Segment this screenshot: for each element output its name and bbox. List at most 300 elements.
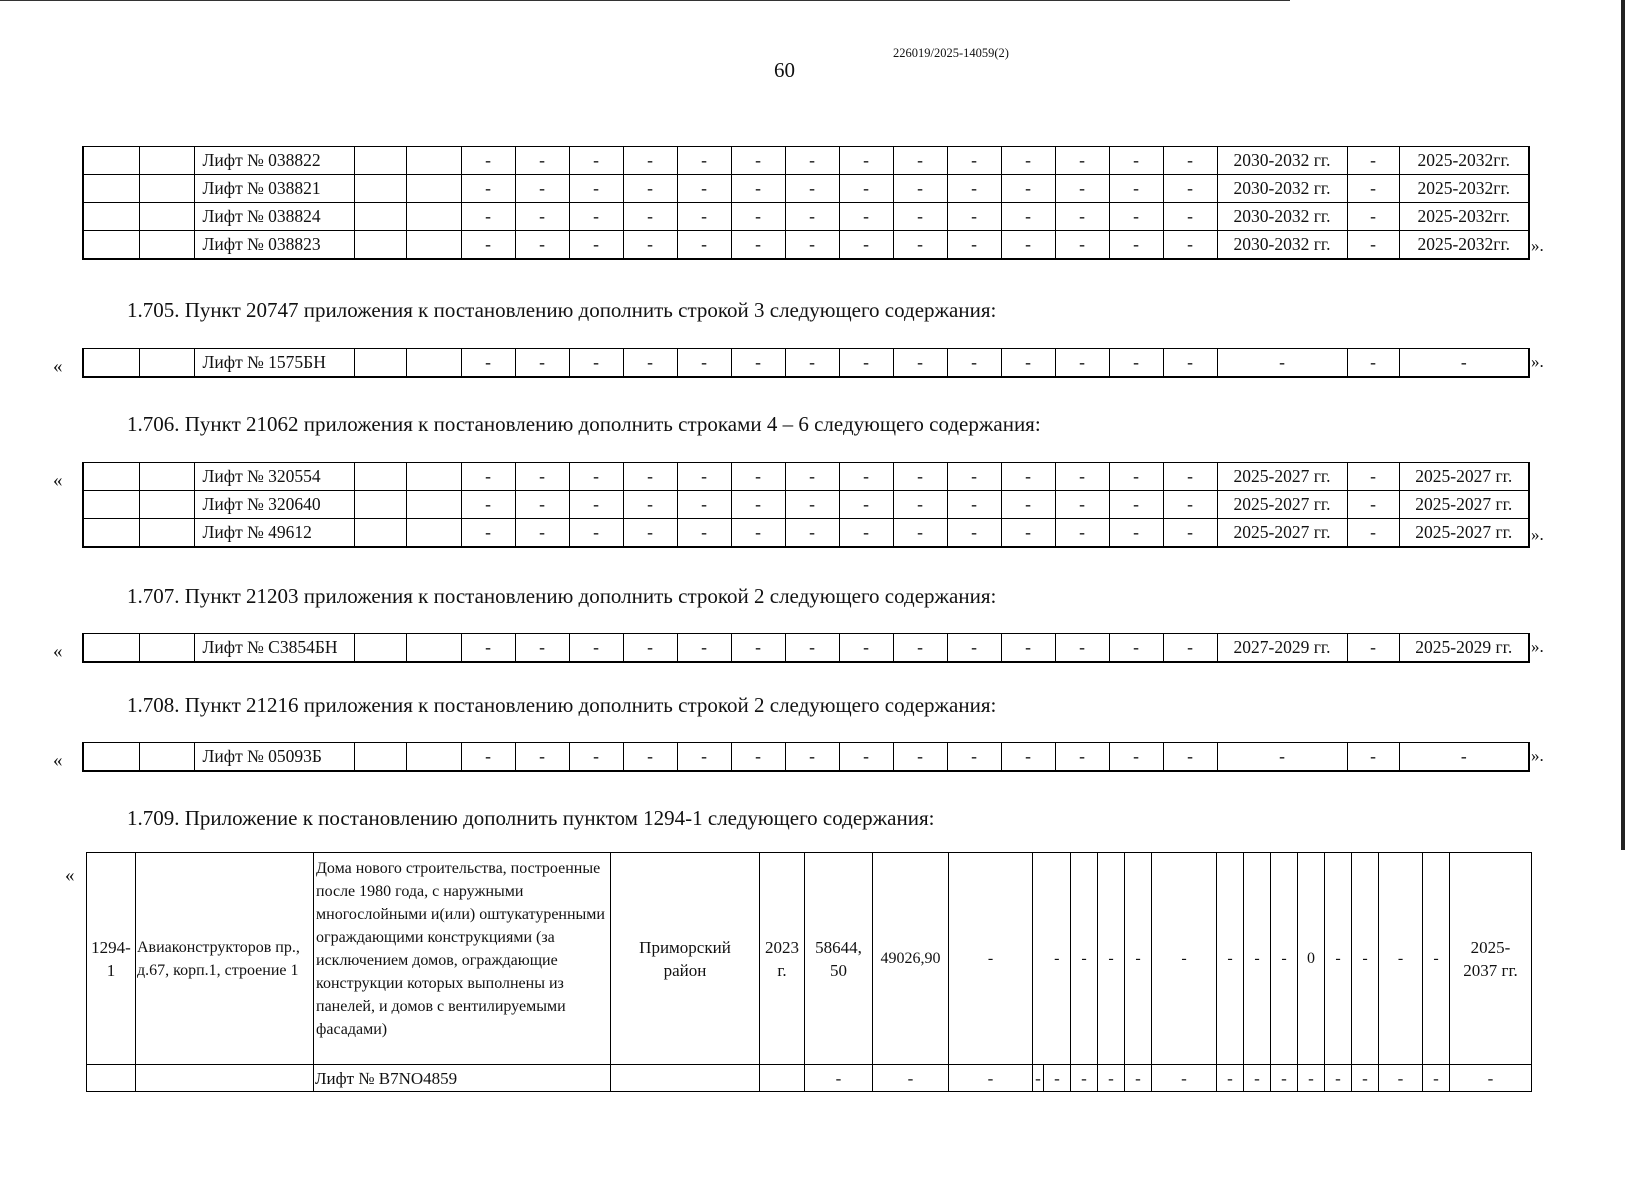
dash-cell: - (893, 463, 947, 491)
dash-cell: - (461, 147, 515, 175)
dash-cell: - (569, 491, 623, 519)
cell: - (1071, 853, 1098, 1065)
dash-cell: - (1163, 743, 1217, 772)
lift-name: Лифт № 038824 (194, 203, 354, 231)
dash-cell: - (1347, 463, 1399, 491)
cell (139, 743, 194, 772)
table-row (83, 175, 1529, 203)
dash-cell: - (1055, 519, 1109, 548)
dash-cell: - (569, 463, 623, 491)
dash-cell: - (623, 463, 677, 491)
close-quote: ». (1531, 525, 1544, 544)
table-row (83, 743, 1529, 772)
cell: - (1450, 1065, 1532, 1092)
cell (406, 491, 461, 519)
dash-cell: - (1109, 231, 1163, 260)
cell (83, 349, 139, 378)
table-row (87, 1065, 1532, 1092)
cell: - (873, 1065, 949, 1092)
cell: - (1098, 853, 1125, 1065)
dash-cell: - (839, 519, 893, 548)
cell (354, 349, 406, 378)
dash-cell: - (569, 634, 623, 663)
close-quote: ». (1531, 746, 1544, 765)
dash-cell: - (1001, 203, 1055, 231)
cell (139, 491, 194, 519)
dash-cell: - (947, 349, 1001, 378)
period-cell: 2030-2032 гг. (1217, 147, 1347, 175)
lift-table-705 (82, 348, 1530, 378)
lift-name: Лифт № 1575БН (194, 349, 354, 378)
table-row (83, 491, 1529, 519)
lift-name: Лифт № B7NO4859 (314, 1065, 611, 1092)
dash-cell: - (839, 231, 893, 260)
dash-cell: - (893, 519, 947, 548)
period: 2025-2037 гг. (1450, 853, 1532, 1065)
dash-cell: - (461, 634, 515, 663)
dash-cell: - (623, 203, 677, 231)
cell (83, 743, 139, 772)
page-number: 60 (774, 58, 795, 82)
cell: - (949, 1065, 1033, 1092)
cell (83, 147, 139, 175)
cell: - (1379, 853, 1423, 1065)
dash-cell: - (893, 743, 947, 772)
cell (354, 463, 406, 491)
total-period-cell: 2025-2027 гг. (1399, 519, 1529, 548)
dash-cell: - (785, 463, 839, 491)
cell (406, 463, 461, 491)
dash-cell: - (1055, 743, 1109, 772)
dash-cell: - (677, 491, 731, 519)
lift-table-708 (82, 742, 1530, 772)
building-table-1294-1 (86, 852, 1532, 1092)
table-row (83, 349, 1529, 378)
cell (139, 175, 194, 203)
cell (354, 231, 406, 260)
cell (139, 147, 194, 175)
dash-cell: - (1055, 203, 1109, 231)
dash-cell: - (1001, 231, 1055, 260)
dash-cell: - (569, 203, 623, 231)
total-period-cell: - (1399, 743, 1529, 772)
dash-cell: - (1109, 349, 1163, 378)
cell: - (1271, 1065, 1298, 1092)
lift-table-707 (82, 633, 1530, 663)
cell: - (1217, 853, 1244, 1065)
dash-cell: - (1163, 203, 1217, 231)
dash-cell: - (515, 175, 569, 203)
dash-cell: - (893, 147, 947, 175)
period-cell: 2025-2027 гг. (1217, 491, 1347, 519)
cell: - (1423, 853, 1450, 1065)
total-period-cell: 2025-2032гг. (1399, 147, 1529, 175)
dash-cell: - (677, 519, 731, 548)
dash-cell: - (623, 231, 677, 260)
dash-cell: - (623, 147, 677, 175)
dash-cell: - (461, 463, 515, 491)
period-cell: 2030-2032 гг. (1217, 203, 1347, 231)
dash-cell: - (461, 231, 515, 260)
cell: - (1325, 853, 1352, 1065)
cell: - (949, 853, 1033, 1065)
dash-cell: - (677, 147, 731, 175)
lift-name: Лифт № 320640 (194, 491, 354, 519)
cell (354, 743, 406, 772)
dash-cell: - (839, 147, 893, 175)
table-row (87, 853, 1532, 1065)
cell (406, 175, 461, 203)
dash-cell: - (1001, 743, 1055, 772)
cell: - (805, 1065, 873, 1092)
total-period-cell: - (1399, 349, 1529, 378)
cell (83, 175, 139, 203)
address-street: Авиаконструкторов пр., (137, 938, 300, 956)
dash-cell: - (731, 349, 785, 378)
lift-name: Лифт № С3854БН (194, 634, 354, 663)
dash-cell: - (677, 349, 731, 378)
lift-name: Лифт № 49612 (194, 519, 354, 548)
cell (87, 1065, 136, 1092)
dash-cell: - (839, 463, 893, 491)
dash-cell: - (731, 203, 785, 231)
cell: - (1217, 1065, 1244, 1092)
dash-cell: - (731, 491, 785, 519)
cell (139, 349, 194, 378)
dash-cell: - (1109, 203, 1163, 231)
dash-cell: - (1347, 203, 1399, 231)
dash-cell: - (893, 491, 947, 519)
period-cell: - (1217, 743, 1347, 772)
cell: - (1033, 1065, 1044, 1092)
dash-cell: - (461, 349, 515, 378)
dash-cell: - (677, 175, 731, 203)
dash-cell: - (1109, 634, 1163, 663)
total-period-cell: 2025-2032гг. (1399, 231, 1529, 260)
dash-cell: - (515, 147, 569, 175)
cell (406, 634, 461, 663)
dash-cell: - (785, 203, 839, 231)
cell: - (1044, 1065, 1071, 1092)
cell (139, 634, 194, 663)
cell: - (1071, 1065, 1098, 1092)
dash-cell: - (947, 203, 1001, 231)
dash-cell: - (731, 463, 785, 491)
table-row (83, 519, 1529, 548)
dash-cell: - (515, 203, 569, 231)
dash-cell: - (677, 743, 731, 772)
dash-cell: - (515, 519, 569, 548)
dash-cell: - (947, 743, 1001, 772)
cell (354, 519, 406, 548)
dash-cell: - (515, 463, 569, 491)
cell (354, 634, 406, 663)
dash-cell: - (461, 203, 515, 231)
cell (406, 743, 461, 772)
open-quote: « (53, 470, 63, 491)
cell (354, 147, 406, 175)
period-cell: 2030-2032 гг. (1217, 231, 1347, 260)
cell: - (1244, 1065, 1271, 1092)
dash-cell: - (1001, 175, 1055, 203)
cell (83, 231, 139, 260)
dash-cell: - (785, 147, 839, 175)
cell: - (1298, 1065, 1325, 1092)
close-quote: ». (1531, 352, 1544, 371)
dash-cell: - (623, 175, 677, 203)
dash-cell: - (1163, 231, 1217, 260)
cell (83, 634, 139, 663)
dash-cell: - (1001, 634, 1055, 663)
dash-cell: - (677, 634, 731, 663)
cell (406, 231, 461, 260)
table-row (83, 147, 1529, 175)
dash-cell: - (731, 634, 785, 663)
close-quote: ». (1531, 637, 1544, 656)
dash-cell: - (1347, 349, 1399, 378)
dash-cell: - (1163, 147, 1217, 175)
dash-cell: - (515, 231, 569, 260)
cell (406, 349, 461, 378)
dash-cell: - (947, 147, 1001, 175)
dash-cell: - (515, 743, 569, 772)
dash-cell: - (1347, 519, 1399, 548)
living-area: 49026,90 (873, 853, 949, 1065)
dash-cell: - (785, 231, 839, 260)
cell (354, 203, 406, 231)
lift-name: Лифт № 038823 (194, 231, 354, 260)
cell: - (1379, 1065, 1423, 1092)
dash-cell: - (1001, 463, 1055, 491)
cell (83, 519, 139, 548)
paragraph-1-705: 1.705. Пункт 20747 приложения к постановлению дополнить строкой 3 следующего содержания: (127, 298, 997, 322)
dash-cell: - (839, 634, 893, 663)
address-rest: д.67, корп.1, строение 1 (137, 961, 299, 979)
cell: 0 (1298, 853, 1325, 1065)
dash-cell: - (947, 491, 1001, 519)
cell: - (1423, 1065, 1450, 1092)
scan-right-edge (1621, 0, 1625, 850)
dash-cell: - (623, 743, 677, 772)
dash-cell: - (1001, 491, 1055, 519)
cell: - (1125, 853, 1152, 1065)
dash-cell: - (1109, 519, 1163, 548)
dash-cell: - (515, 349, 569, 378)
cell (406, 147, 461, 175)
dash-cell: - (785, 743, 839, 772)
dash-cell: - (623, 634, 677, 663)
dash-cell: - (461, 743, 515, 772)
cell: - (1352, 1065, 1379, 1092)
period-cell: 2025-2027 гг. (1217, 463, 1347, 491)
dash-cell: - (515, 634, 569, 663)
open-quote: « (65, 865, 75, 886)
dash-cell: - (785, 491, 839, 519)
paragraph-1-707: 1.707. Пункт 21203 приложения к постановлению дополнить строкой 2 следующего содержания: (127, 584, 997, 608)
district: Приморский район (611, 853, 760, 1065)
table-row (83, 634, 1529, 663)
dash-cell: - (1055, 231, 1109, 260)
dash-cell: - (1055, 491, 1109, 519)
dash-cell: - (1347, 175, 1399, 203)
total-period-cell: 2025-2032гг. (1399, 203, 1529, 231)
lift-table-continuation (82, 146, 1530, 260)
cell (354, 491, 406, 519)
dash-cell: - (1109, 491, 1163, 519)
dash-cell: - (569, 349, 623, 378)
total-period-cell: 2025-2027 гг. (1399, 463, 1529, 491)
paragraph-1-709: 1.709. Приложение к постановлению дополнить пунктом 1294-1 следующего содержания: (127, 806, 935, 830)
dash-cell: - (515, 491, 569, 519)
dash-cell: - (893, 349, 947, 378)
scan-top-rule (0, 0, 1290, 1)
cell: - (1325, 1065, 1352, 1092)
lift-table-706 (82, 462, 1530, 548)
dash-cell: - (1163, 634, 1217, 663)
cell: - (1152, 1065, 1217, 1092)
dash-cell: - (623, 491, 677, 519)
item-number: 1294-1 (87, 853, 136, 1065)
cell (1033, 853, 1044, 1065)
table-row (83, 463, 1529, 491)
lift-name: Лифт № 320554 (194, 463, 354, 491)
dash-cell: - (1163, 463, 1217, 491)
dash-cell: - (569, 231, 623, 260)
total-area: 58644, 50 (805, 853, 873, 1065)
dash-cell: - (947, 519, 1001, 548)
table-row (83, 231, 1529, 260)
cell (611, 1065, 760, 1092)
period-cell: 2027-2029 гг. (1217, 634, 1347, 663)
dash-cell: - (785, 519, 839, 548)
dash-cell: - (1055, 634, 1109, 663)
dash-cell: - (947, 231, 1001, 260)
lift-name: Лифт № 05093Б (194, 743, 354, 772)
dash-cell: - (623, 519, 677, 548)
cell: - (1352, 853, 1379, 1065)
dash-cell: - (1163, 349, 1217, 378)
dash-cell: - (893, 203, 947, 231)
cell (136, 1065, 314, 1092)
dash-cell: - (893, 634, 947, 663)
cell: - (1044, 853, 1071, 1065)
cell (406, 203, 461, 231)
year-built: 2023 г. (760, 853, 805, 1065)
dash-cell: - (785, 175, 839, 203)
dash-cell: - (623, 349, 677, 378)
cell (83, 463, 139, 491)
cell: - (1244, 853, 1271, 1065)
dash-cell: - (785, 349, 839, 378)
dash-cell: - (839, 349, 893, 378)
dash-cell: - (1163, 519, 1217, 548)
total-period-cell: 2025-2029 гг. (1399, 634, 1529, 663)
dash-cell: - (461, 491, 515, 519)
dash-cell: - (1163, 491, 1217, 519)
dash-cell: - (839, 203, 893, 231)
paragraph-1-708: 1.708. Пункт 21216 приложения к постановлению дополнить строкой 2 следующего содержания: (127, 693, 997, 717)
close-quote: ». (1531, 236, 1544, 255)
dash-cell: - (893, 231, 947, 260)
dash-cell: - (569, 743, 623, 772)
dash-cell: - (785, 634, 839, 663)
dash-cell: - (731, 231, 785, 260)
paragraph-1-706: 1.706. Пункт 21062 приложения к постановлению дополнить строками 4 – 6 следующего содержания: (127, 412, 1041, 436)
dash-cell: - (569, 519, 623, 548)
cell (139, 231, 194, 260)
cell (139, 463, 194, 491)
cell: - (1125, 1065, 1152, 1092)
cell (139, 203, 194, 231)
dash-cell: - (677, 463, 731, 491)
period-cell: 2030-2032 гг. (1217, 175, 1347, 203)
dash-cell: - (1055, 147, 1109, 175)
dash-cell: - (461, 519, 515, 548)
dash-cell: - (947, 634, 1001, 663)
dash-cell: - (731, 519, 785, 548)
building-description: Дома нового строительства, построенные после 1980 года, с наружными многослойными и(или) оштукатуренными ограждающими конструкциями (за исключением домов, ограждающие конструкции которых выполнены из панелей, и домов с вентилируемыми фасадами) (314, 853, 611, 1065)
cell (83, 203, 139, 231)
dash-cell: - (1055, 349, 1109, 378)
dash-cell: - (731, 175, 785, 203)
dash-cell: - (1347, 231, 1399, 260)
dash-cell: - (1163, 175, 1217, 203)
dash-cell: - (1001, 519, 1055, 548)
cell (406, 519, 461, 548)
dash-cell: - (461, 175, 515, 203)
document-code: 226019/2025-14059(2) (893, 46, 1009, 60)
dash-cell: - (1001, 147, 1055, 175)
dash-cell: - (1055, 175, 1109, 203)
cell (760, 1065, 805, 1092)
dash-cell: - (1055, 463, 1109, 491)
dash-cell: - (947, 463, 1001, 491)
dash-cell: - (1347, 743, 1399, 772)
cell: - (1152, 853, 1217, 1065)
dash-cell: - (839, 175, 893, 203)
dash-cell: - (1109, 743, 1163, 772)
dash-cell: - (947, 175, 1001, 203)
open-quote: « (53, 356, 63, 377)
dash-cell: - (731, 743, 785, 772)
period-cell: - (1217, 349, 1347, 378)
lift-name: Лифт № 038822 (194, 147, 354, 175)
open-quote: « (53, 750, 63, 771)
dash-cell: - (839, 743, 893, 772)
cell (83, 491, 139, 519)
cell (354, 175, 406, 203)
dash-cell: - (677, 231, 731, 260)
dash-cell: - (569, 175, 623, 203)
period-cell: 2025-2027 гг. (1217, 519, 1347, 548)
dash-cell: - (1109, 175, 1163, 203)
dash-cell: - (1001, 349, 1055, 378)
cell: - (1098, 1065, 1125, 1092)
dash-cell: - (677, 203, 731, 231)
table-row (83, 203, 1529, 231)
dash-cell: - (1109, 147, 1163, 175)
dash-cell: - (1109, 463, 1163, 491)
dash-cell: - (569, 147, 623, 175)
dash-cell: - (1347, 634, 1399, 663)
total-period-cell: 2025-2027 гг. (1399, 491, 1529, 519)
lift-name: Лифт № 038821 (194, 175, 354, 203)
cell (139, 519, 194, 548)
total-period-cell: 2025-2032гг. (1399, 175, 1529, 203)
cell: - (1271, 853, 1298, 1065)
dash-cell: - (1347, 491, 1399, 519)
dash-cell: - (1347, 147, 1399, 175)
